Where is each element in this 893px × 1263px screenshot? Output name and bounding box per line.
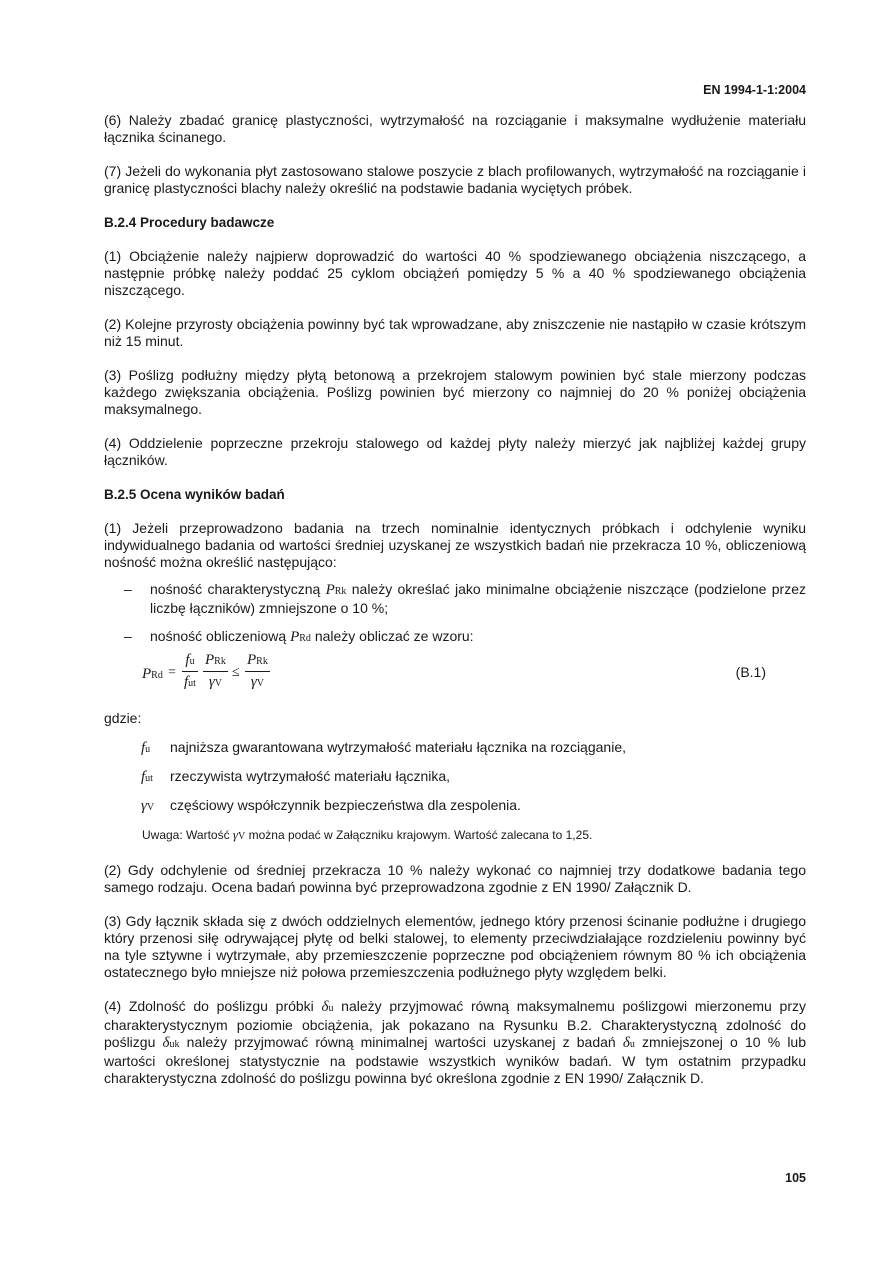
bullet-characteristic-resistance: – nośność charakterystyczną PRk należy określać jako minimalne obciążenie niszczące (podzielone przez liczbę łączników) zmniejszone o 10 %; xyxy=(124,581,807,616)
bullet-dash: – xyxy=(124,581,132,597)
definition-gamma-v: γV częściowy współczynnik bezpieczeństwa dla zespolenia. xyxy=(141,797,521,814)
formula-b1 xyxy=(104,652,806,710)
bullet-design-resistance: – nośność obliczeniową PRd należy obliczać ze wzoru: xyxy=(124,628,474,645)
page-number: 105 xyxy=(785,1171,806,1185)
formula-lhs: PRd xyxy=(142,666,163,682)
subscript-rk: Rk xyxy=(334,586,347,597)
subscript-rd: Rd xyxy=(299,633,311,644)
b25-paragraph-2: (2) Gdy odchylenie od średniej przekracza 10 % należy wykonać co najmniej trzy dodatkowe badania tego samego rodzaju. Ocena badań powinna być przeprowadzona zgodnie z EN 1990/ Załącznik D. xyxy=(104,862,806,895)
note: Uwaga: Wartość γV można podać w Załączniku krajowym. Wartość zalecana to 1,25. xyxy=(142,827,593,842)
symbol-definitions xyxy=(104,739,806,814)
symbol-p: P xyxy=(325,582,335,598)
fraction-prk-gv-2: PRk γV xyxy=(247,652,268,690)
b24-paragraph-4: (4) Oddzielenie poprzeczne przekroju stalowego od każdej płyty należy mierzyć jak najbliżej każdej grupy łączników. xyxy=(104,435,806,468)
section-heading-b24: B.2.4 Procedury badawcze xyxy=(104,215,275,230)
formula-equals: = xyxy=(168,665,176,680)
b24-paragraph-2: (2) Kolejne przyrosty obciążenia powinny być tak wprowadzane, aby zniszczenie nie nastąpiło w czasie krótszym niż 15 minut. xyxy=(104,316,806,349)
paragraph-6: (6) Należy zbadać granicę plastyczności, wytrzymałość na rozciąganie i maksymalne wydłużenie materiału łącznika ścinanego. xyxy=(104,112,806,145)
b24-paragraph-1: (1) Obciążenie należy najpierw doprowadzić do wartości 40 % spodziewanego obciążenia niszczącego, a następnie próbkę należy poddać 25 cyklom obciążeń pomiędzy 5 % a 40 % spodziewanego obciążenia niszczącego. xyxy=(104,248,806,298)
fraction-fu-fut: fu fut xyxy=(184,652,196,690)
section-heading-b25: B.2.5 Ocena wyników badań xyxy=(104,487,285,502)
fraction-prk-gv: PRk γV xyxy=(205,652,226,690)
formula-number: (B.1) xyxy=(735,664,766,680)
where-label: gdzie: xyxy=(104,710,142,726)
b25-paragraph-3: (3) Gdy łącznik składa się z dwóch oddzielnych elementów, jednego który przenosi ścinanie podłużne i drugiego który przenosi siłę odrywającej płytę od belki stalowej, to elementy przeciwdziałające rozdzieleniu powinny być na tyle sztywne i wytrzymałe, aby przemieszczenie poprzeczne pod obciążeniem równym 80 % ich obciążenia ostatecznego było mniejsze niż połowa przemieszczenia podłużnego płyty względem belki. xyxy=(104,913,806,980)
formula-le: ≤ xyxy=(232,665,240,680)
b25-paragraph-1: (1) Jeżeli przeprowadzono badania na trzech nominalnie identycznych próbkach i odchylenie wyniku indywidualnego badania od wartości średniej uzyskanej ze wszystkich badań nie przekracza 10 %, obliczeniową nośność można określić następująco: xyxy=(104,520,806,570)
page-content xyxy=(104,112,806,1104)
b24-paragraph-3: (3) Poślizg podłużny między płytą betonową a przekrojem stalowym powinien być stale mierzony podczas każdego zwiększania obciążenia. Poślizg powinien być mierzony co najmniej do 20 % poniżej obciążenia maksymalnego. xyxy=(104,367,806,417)
bullet-dash: – xyxy=(124,628,132,644)
standard-header: EN 1994-1-1:2004 xyxy=(703,83,806,97)
b25-paragraph-4: (4) Zdolność do poślizgu próbki δu należy przyjmować równą maksymalnemu poślizgowi mierzonemu przy charakterystycznym poziomie obciążenia, jak pokazano na Rysunku B.2. Charakterystyczną zdolność do poślizgu δuk należy przyjmować równą minimalnej wartości uzyskanej z badań δu zmniejszonej o 10 % lub wartości określonej statystycznie na podstawie wszystkich wyników badań. W tym ostatnim przypadku charakterystyczna zdolność do poślizgu powinna być określona zgodnie z EN 1990/ Załącznik D. xyxy=(104,998,807,1086)
definition-fu: fu najniższa gwarantowana wytrzymałość materiału łącznika na rozciąganie, xyxy=(141,739,626,756)
definition-fut: fut rzeczywista wytrzymałość materiału łącznika, xyxy=(141,768,451,785)
paragraph-7: (7) Jeżeli do wykonania płyt zastosowano stalowe poszycie z blach profilowanych, wytrzymałość na rozciąganie i granicę plastyczności blachy należy określić na podstawie badania wyciętych próbek. xyxy=(104,163,806,196)
symbol-p: P xyxy=(290,629,300,645)
